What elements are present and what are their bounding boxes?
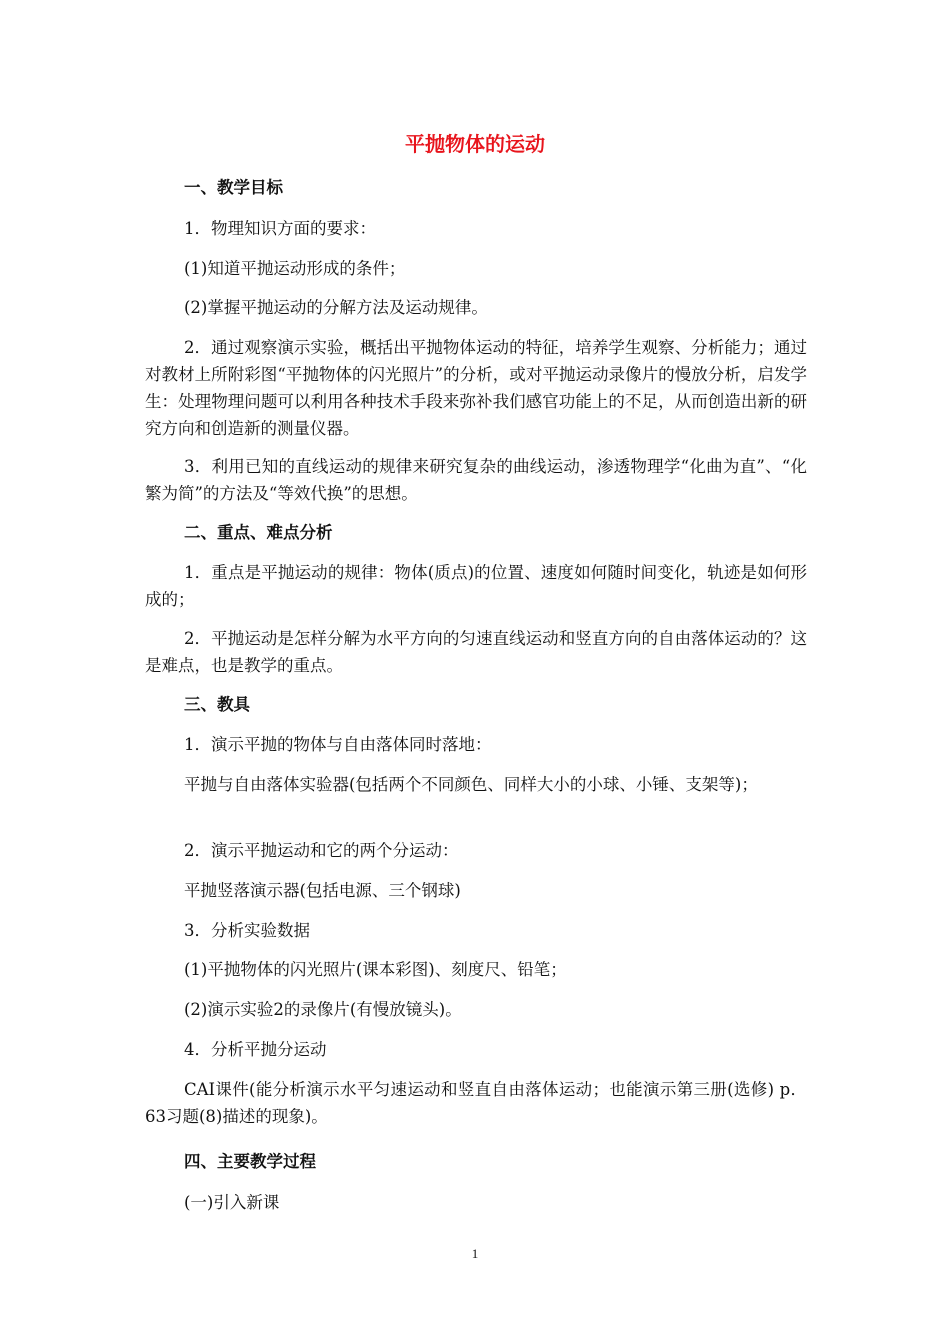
paragraph: 4．分析平抛分运动 [184,1040,327,1059]
paragraph: 1．演示平抛的物体与自由落体同时落地： [184,735,492,754]
paragraph: 2．演示平抛运动和它的两个分运动： [184,841,459,860]
paragraph: (2)掌握平抛运动的分解方法及运动规律。 [184,298,488,317]
section-heading-key-points: 二、重点、难点分析 [184,523,333,542]
paragraph: (1)平抛物体的闪光照片(课本彩图)、刻度尺、铅笔； [184,960,567,979]
section-heading-teaching-aids: 三、教具 [184,695,250,714]
paragraph: (2)演示实验2的录像片(有慢放镜头)。 [184,1000,462,1019]
paragraph: (1)知道平抛运动形成的条件； [184,259,406,278]
paragraph: 3．利用已知的直线运动的规律来研究复杂的曲线运动，渗透物理学“化曲为直”、“化繁为简”的方法及“等效代换”的思想。 [145,457,807,503]
paragraph: 1．物理知识方面的要求： [184,219,376,238]
paragraph: 2．平抛运动是怎样分解为水平方向的匀速直线运动和竖直方向的自由落体运动的？这是难点，也是教学的重点。 [145,629,807,675]
page-number: 1 [471,1246,479,1261]
section-heading-process: 四、主要教学过程 [184,1152,316,1171]
document-title: 平抛物体的运动 [405,132,545,156]
paragraph: 2．通过观察演示实验，概括出平抛物体运动的特征，培养学生观察、分析能力；通过对教材上所附彩图“平抛物体的闪光照片”的分析，或对平抛运动录像片的慢放分析，启发学生：处理物理问题可以利用各种技术手段来弥补我们感官功能上的不足，从而创造出新的研究方向和创造新的测量仪器。 [145,338,807,438]
paragraph: 平抛竖落演示器(包括电源、三个钢球) [184,881,461,900]
paragraph: CAI课件(能分析演示水平匀速运动和竖直自由落体运动；也能演示第三册(选修) p．63习题(8)描述的现象)。 [145,1080,807,1126]
paragraph: (一)引入新课 [184,1193,280,1212]
paragraph: 平抛与自由落体实验器(包括两个不同颜色、同样大小的小球、小锤、支架等)； [184,775,758,794]
paragraph: 1．重点是平抛运动的规律：物体(质点)的位置、速度如何随时间变化，轨迹是如何形成的； [145,563,807,609]
section-heading-objectives: 一、教学目标 [184,178,283,197]
paragraph: 3．分析实验数据 [184,921,310,940]
